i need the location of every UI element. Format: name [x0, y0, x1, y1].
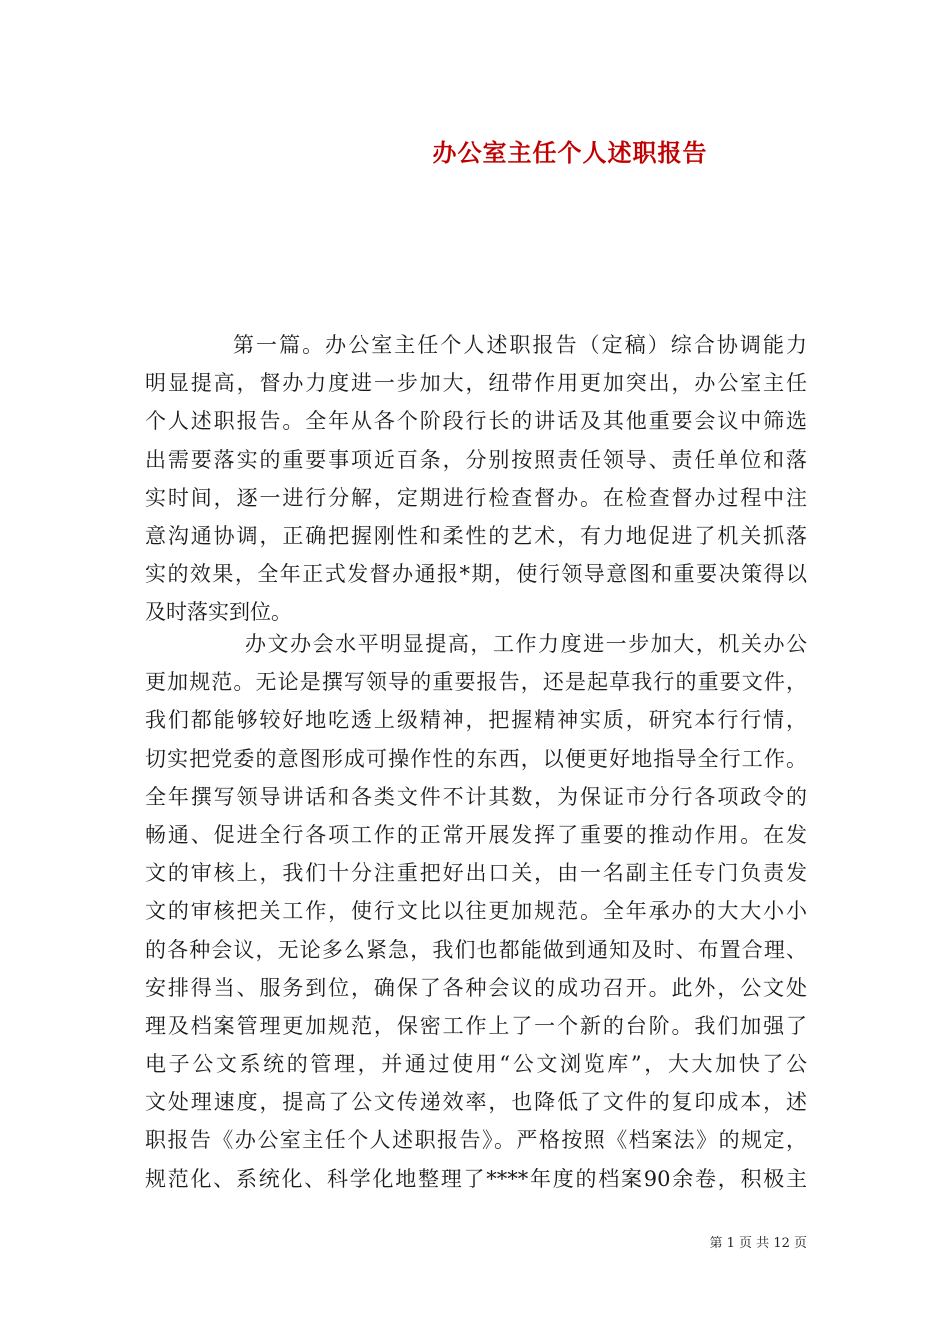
paragraph-line: 的各种会议，无论多么紧急，我们也都能做到通知及时、布置合理、 — [145, 937, 807, 962]
paragraph-line: 实时间，逐一进行分解，定期进行检查督办。在检查督办过程中注 — [145, 485, 807, 510]
paragraph-line: 我们都能够较好地吃透上级精神，把握精神实质，研究本行行情， — [145, 708, 807, 733]
paragraph-line: 全年撰写领导讲话和各类文件不计其数，为保证市分行各项政令的 — [145, 784, 807, 809]
paragraph-line: 更加规范。无论是撰写领导的重要报告，还是起草我行的重要文件， — [145, 670, 807, 695]
paragraph-line: 规范化、系统化、科学化地整理了****年度的档案90余卷，积极主 — [145, 1166, 807, 1191]
paragraph-line: 出需要落实的重要事项近百条，分别按照责任领导、责任单位和落 — [145, 447, 807, 472]
paragraph-line: 畅通、促进全行各项工作的正常开展发挥了重要的推动作用。在发 — [145, 822, 807, 847]
paragraph-line: 安排得当、服务到位，确保了各种会议的成功召开。此外，公文处 — [145, 975, 807, 1000]
paragraph-line: 文处理速度，提高了公文传递效率，也降低了文件的复印成本，述 — [145, 1090, 807, 1115]
paragraph-line: 意沟通协调，正确把握刚性和柔性的艺术，有力地促进了机关抓落 — [145, 523, 807, 548]
paragraph-line: 及时落实到位。 — [145, 600, 292, 625]
paragraph-line: 实的效果，全年正式发督办通报*期，使行领导意图和重要决策得以 — [145, 562, 807, 587]
paragraph-line: 理及档案管理更加规范，保密工作上了一个新的台阶。我们加强了 — [145, 1013, 807, 1038]
paragraph-line: 办文办会水平明显提高，工作力度进一步加大，机关办公 — [245, 632, 807, 656]
document-title: 办公室主任个人述职报告 — [432, 138, 708, 167]
paragraph-line: 个人述职报告。全年从各个阶段行长的讲话及其他重要会议中筛选 — [145, 409, 807, 434]
paragraph-line: 文的审核把关工作，使行文比以往更加规范。全年承办的大大小小 — [145, 899, 807, 924]
paragraph-line: 明显提高，督办力度进一步加大，纽带作用更加突出，办公室主任 — [145, 371, 807, 396]
paragraph-line: 职报告《办公室主任个人述职报告》。严格按照《档案法》的规定， — [145, 1128, 807, 1153]
paragraph-line: 电子公文系统的管理，并通过使用“公文浏览库”，大大加快了公 — [145, 1052, 807, 1077]
paragraph-2 — [145, 625, 807, 1198]
paragraph-line: 第一篇。办公室主任个人述职报告（定稿）综合协调能力 — [233, 333, 807, 357]
paragraph-1 — [145, 326, 807, 632]
page-footer: 第 1 页 共 12 页 — [709, 1236, 807, 1251]
paragraph-line: 切实把党委的意图形成可操作性的东西，以便更好地指导全行工作。 — [145, 746, 807, 771]
paragraph-line: 文的审核上，我们十分注重把好出口关，由一名副主任专门负责发 — [145, 861, 807, 886]
